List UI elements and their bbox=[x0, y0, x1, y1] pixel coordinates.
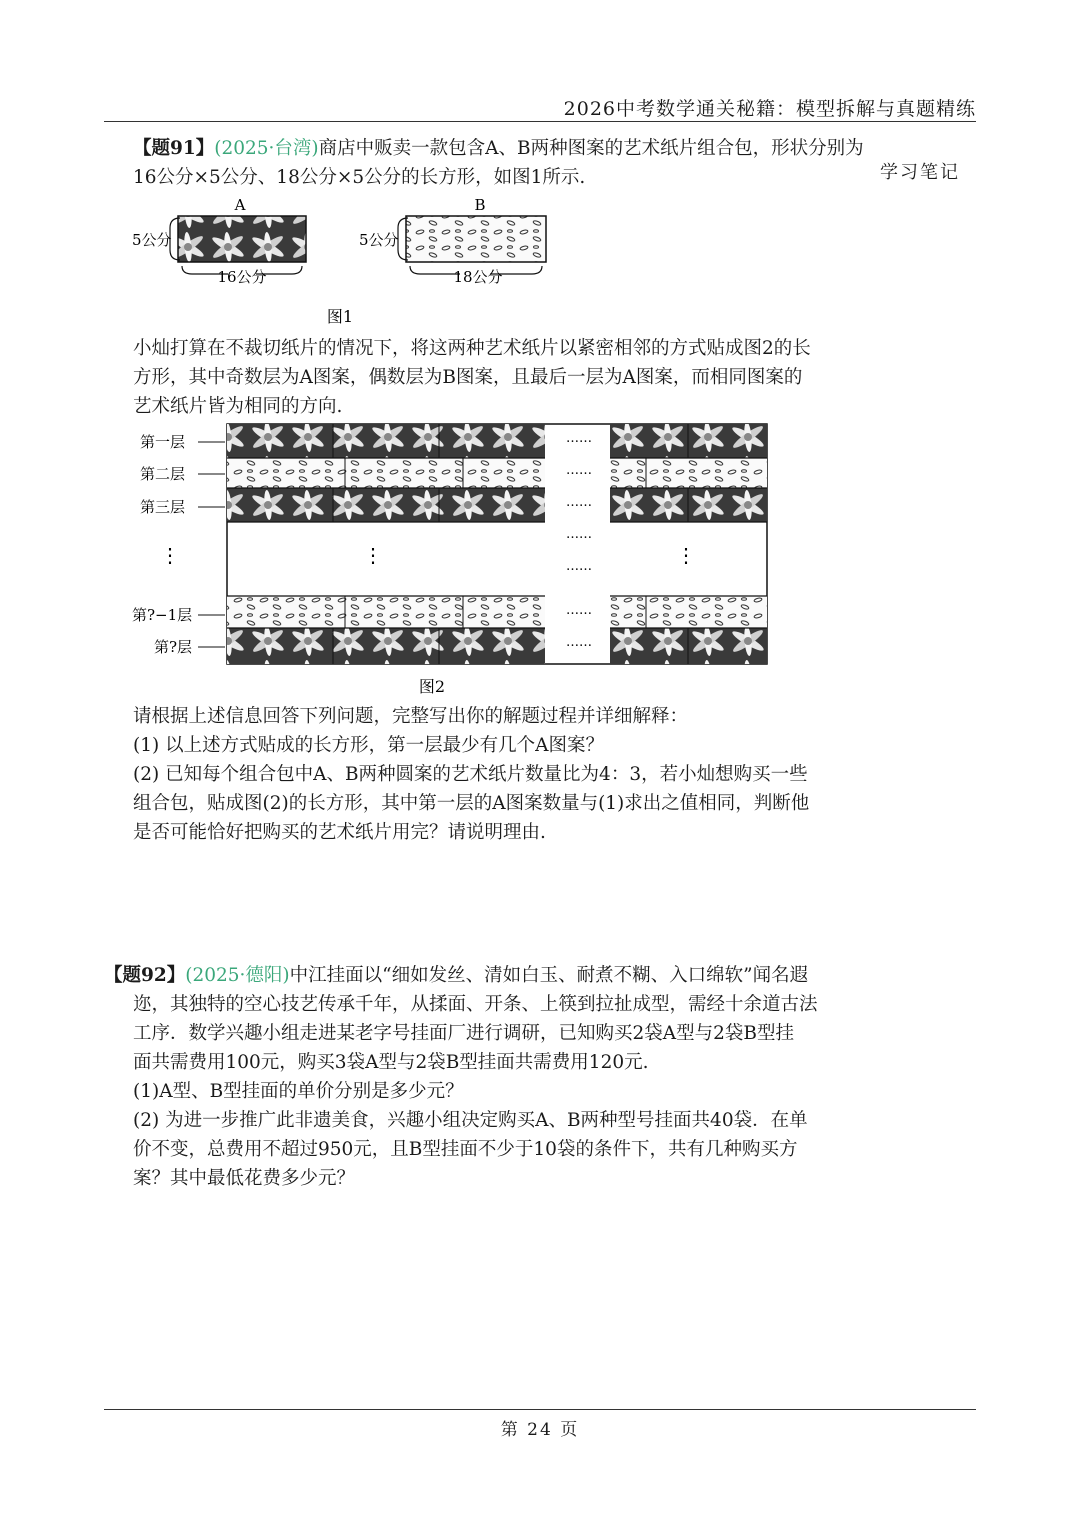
q91-tag: 【题91】 bbox=[133, 138, 215, 159]
pattern-a-card bbox=[178, 216, 306, 262]
q91-intro-line1: 商店中贩卖一款包含A、B两种图案的艺术纸片组合包，形状分别为 bbox=[318, 138, 864, 159]
fig2-layer-n-strip bbox=[227, 628, 767, 664]
q91-body-line1: 小灿打算在不裁切纸片的情况下，将这两种艺术纸片以紧密相邻的方式贴成图2的长 bbox=[133, 338, 811, 359]
fig2-vdots-mid: ⋮ bbox=[363, 543, 383, 567]
fig2-dots-row7: …… bbox=[566, 635, 592, 650]
q91-questions bbox=[133, 702, 853, 847]
fig1-caption: 图1 bbox=[326, 307, 354, 326]
q92-intro-line3: 工序．数学兴趣小组走进某老字号挂面厂进行调研，已知购买2袋A型与2袋B型挂 bbox=[133, 1023, 794, 1044]
fig2-label-layer-n: 第?层 bbox=[154, 638, 193, 656]
q92-part2-line1: (2) 为进一步推广此非遗美食，兴趣小组决定购买A、B两种型号挂面共40袋．在单 bbox=[133, 1110, 808, 1131]
q92-intro-line4: 面共需费用100元，购买3袋A型与2袋B型挂面共需费用120元. bbox=[133, 1052, 649, 1073]
fig2-dots-row5: …… bbox=[566, 559, 592, 574]
q92 bbox=[104, 961, 854, 1193]
fig2-vdots-left: ⋮ bbox=[160, 543, 180, 567]
study-notes-label: 学习笔记 bbox=[880, 162, 960, 183]
fig2-label-layer1: 第一层 bbox=[140, 433, 186, 451]
fig2-caption: 图2 bbox=[418, 677, 446, 696]
q91-prompt: 请根据上述信息回答下列问题，完整写出你的解题过程并详细解释： bbox=[133, 706, 689, 727]
fig2-layer1-strip bbox=[227, 424, 767, 458]
fig1-a-height: 5公分 bbox=[132, 231, 172, 249]
q91-part2-line1: (2) 已知每个组合包中A、B两种圆案的艺术纸片数量比为4：3，若小灿想购买一些 bbox=[133, 764, 808, 785]
q91-part2-line3: 是否可能恰好把购买的艺术纸片用完？请说明理由. bbox=[133, 822, 546, 843]
fig1-a-width: 16公分 bbox=[217, 268, 267, 286]
figure-2 bbox=[128, 420, 778, 698]
figure-1 bbox=[128, 196, 548, 326]
q91-body-line2: 方形，其中奇数层为A图案，偶数层为B图案，且最后一层为A图案，而相同图案的 bbox=[133, 367, 803, 388]
fig2-dots-row2: …… bbox=[566, 463, 592, 478]
q91-source: (2025·台湾) bbox=[214, 138, 319, 159]
page-number: 第 24 页 bbox=[500, 1420, 580, 1440]
fig1-b-height: 5公分 bbox=[359, 231, 399, 249]
q92-part2-line3: 案？其中最低花费多少元？ bbox=[133, 1168, 356, 1189]
fig2-dots-row6: …… bbox=[566, 603, 592, 618]
q91-intro-line2: 16公分×5公分、18公分×5公分的长方形，如图1所示. bbox=[133, 167, 586, 188]
q92-source: (2025·德阳) bbox=[185, 965, 290, 986]
q92-intro-line1: 中江挂面以“细如发丝、清如白玉、耐煮不糊、入口绵软”闻名遐 bbox=[289, 965, 809, 986]
q92-part2-line2: 价不变，总费用不超过950元，且B型挂面不少于10袋的条件下，共有几种购买方 bbox=[133, 1139, 798, 1160]
fig1-b-width: 18公分 bbox=[453, 268, 503, 286]
fig2-layer-n-minus-1-strip bbox=[227, 596, 767, 628]
fig2-label-layer-n-minus-1: 第?−1层 bbox=[132, 606, 193, 624]
fig2-layer2-strip bbox=[227, 458, 767, 488]
fig2-dots-row4: …… bbox=[566, 527, 592, 542]
fig2-layer3-strip bbox=[227, 488, 767, 522]
q92-tag: 【题92】 bbox=[104, 965, 186, 986]
fig2-dots-row1: …… bbox=[566, 431, 592, 446]
q91-body-line3: 艺术纸片皆为相同的方向. bbox=[133, 396, 343, 417]
footer-divider bbox=[104, 1409, 976, 1410]
fig2-dots-row3: …… bbox=[566, 495, 592, 510]
q92-part1: (1)A型、B型挂面的单价分别是多少元？ bbox=[133, 1081, 464, 1102]
q91-part2-line2: 组合包，贴成图(2)的长方形，其中第一层的A图案数量与(1)求出之值相同，判断他 bbox=[133, 793, 810, 814]
fig1-a-label: A bbox=[234, 196, 246, 214]
fig2-label-layer2: 第二层 bbox=[140, 465, 186, 483]
q91-part1: (1) 以上述方式贴成的长方形，第一层最少有几个A图案？ bbox=[133, 735, 604, 756]
header-title: 2026中考数学通关秘籍：模型拆解与真题精练 bbox=[563, 98, 976, 120]
q91-body bbox=[133, 334, 853, 421]
fig1-b-label: B bbox=[474, 196, 486, 214]
header-divider bbox=[104, 121, 976, 122]
q92-intro-line2: 迩，其独特的空心技艺传承千年，从揉面、开条、上筷到拉扯成型，需经十余道古法 bbox=[133, 994, 818, 1015]
fig2-vdots-right: ⋮ bbox=[676, 543, 696, 567]
fig2-label-layer3: 第三层 bbox=[140, 498, 186, 516]
pattern-b-card bbox=[406, 216, 546, 262]
q91-intro bbox=[133, 134, 864, 192]
